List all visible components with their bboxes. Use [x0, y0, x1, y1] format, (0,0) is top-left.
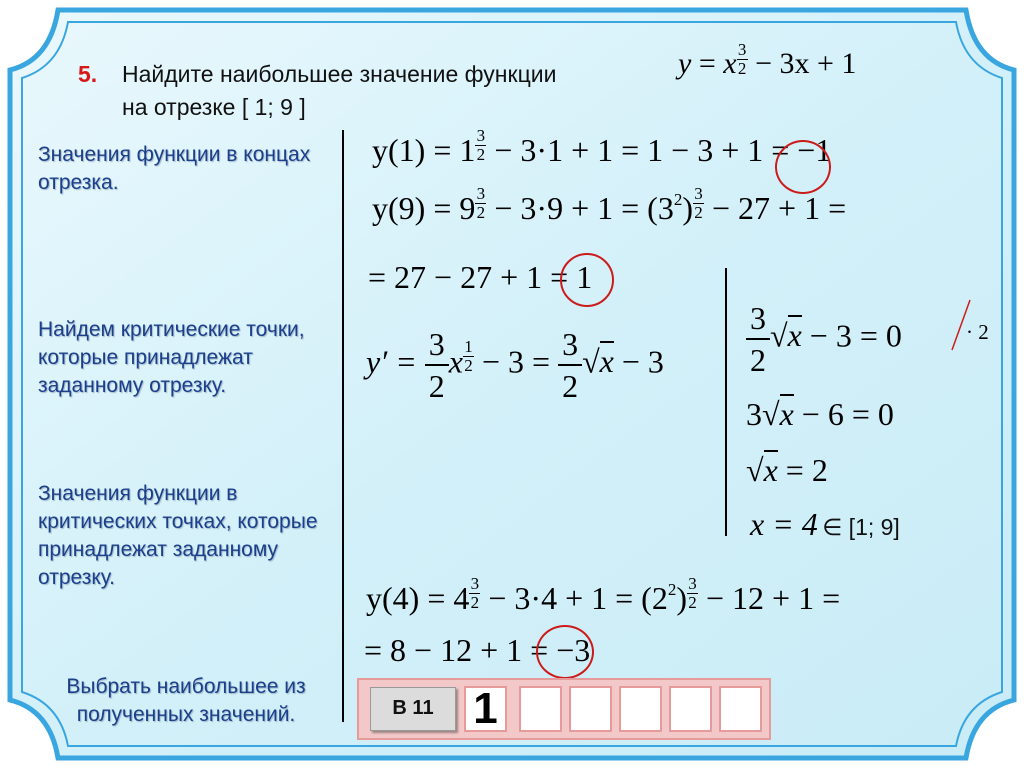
- result-y4: −3: [556, 632, 591, 668]
- formula-y4: y(4) = 4 $\frac{3}{2}$ − $3\cdot 4 + 1 = (2^2)$ $\frac{3}{2}$ − 12 + 1 =: [366, 574, 841, 616]
- answer-cell-5[interactable]: [669, 686, 712, 732]
- result-y1: −1: [797, 132, 832, 168]
- task-line-1: Найдите наибольшее значение функции: [122, 61, 557, 87]
- answer-cell-6[interactable]: [719, 686, 762, 732]
- answer-label: В 11: [392, 697, 434, 719]
- formula-eq4: x = 4 ∈ [1; 9]: [750, 506, 900, 542]
- divider-right: [725, 268, 727, 536]
- note-critical: Найдем критические точки, которые принадлежат заданному отрезку.: [38, 318, 305, 397]
- highlight-y9: [560, 253, 614, 307]
- task-line-2: на отрезке [ 1; 9 ]: [122, 94, 306, 120]
- formula-y9: y(9) = 9 $\frac{3}{2}$ − $3\cdot 9 + 1 = (3^2)$ $\frac{3}{2}$ − 27 + 1 =: [372, 184, 847, 226]
- formula-y9-cont: = 27 − 27 + 1 = 1: [368, 259, 593, 295]
- formula-eq2: 3√x − 6 = 0: [746, 396, 894, 432]
- exponent-fraction: $\frac{3}{2}$: [737, 40, 747, 78]
- note-critical-values: Значения функции в критических точках, которые принадлежат заданному отрезку.: [38, 482, 318, 589]
- result-y9: 1: [576, 259, 593, 295]
- multiplier: · 2: [966, 320, 989, 344]
- answer-cell-2[interactable]: [519, 686, 562, 732]
- task-number: 5.: [78, 61, 98, 87]
- formula-y1: y(1) = 1 $\frac{3}{2}$ − 3·1 + 1 = 1 − 3 + 1 = −1: [372, 126, 832, 168]
- formula-eq3: √x = 2: [746, 452, 828, 488]
- note-choose: Выбрать наибольшее из полученных значений.: [66, 675, 306, 726]
- answer-cell-4[interactable]: [619, 686, 662, 732]
- note-ends: Значения функции в концах отрезка.: [38, 143, 311, 194]
- answer-cell-3[interactable]: [569, 686, 612, 732]
- formula-eq1: $\frac{3}{2}$ √x − 3 = 0: [746, 300, 902, 378]
- function-formula: y = x $\frac{3}{2}$ − 3x + 1: [678, 40, 857, 80]
- formula-derivative: y′ = $\frac{3}{2}$ x $\frac{1}{2}$ − 3 = $\frac{3}{2}$ √x − 3: [366, 326, 664, 404]
- answer-value: 1: [473, 684, 498, 733]
- formula-y4-cont: = 8 − 12 + 1 = −3: [364, 632, 591, 668]
- highlight-y4: [536, 625, 594, 679]
- divider-left: [342, 130, 344, 722]
